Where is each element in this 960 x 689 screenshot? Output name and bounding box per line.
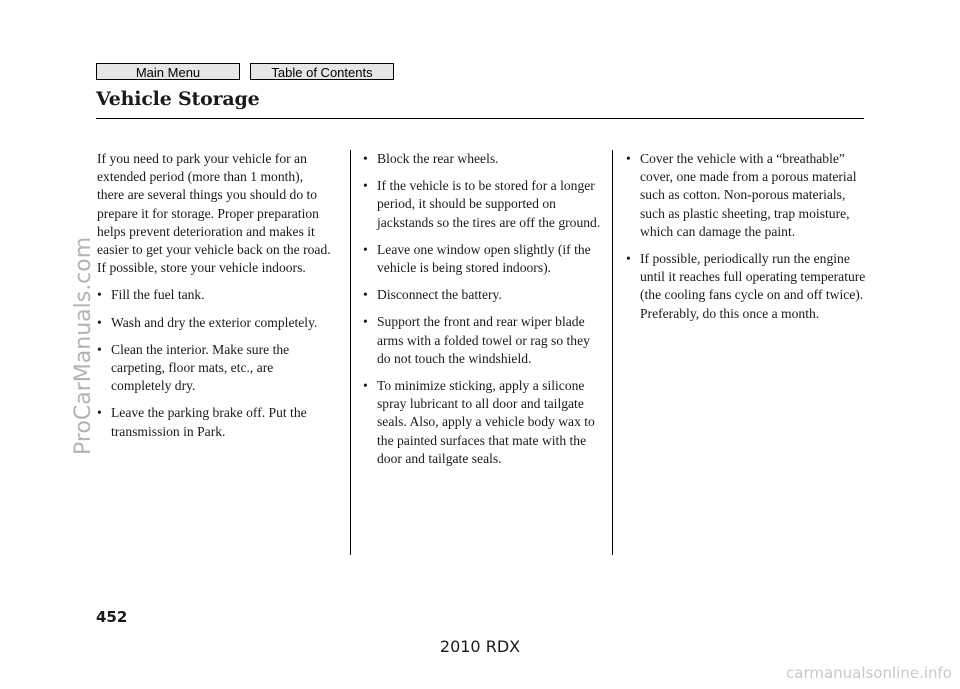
storage-steps-list-1 <box>97 286 333 440</box>
watermark-left: ProCarManuals.com <box>71 236 96 455</box>
column-divider <box>612 150 613 555</box>
list-item: • Cover the vehicle with a “breathable” cover, one made from a porous material such as cotton. Non-porous materials, such as plastic sheeting, trap moisture, which can damage the paint. <box>626 150 868 241</box>
list-item: • Fill the fuel tank. <box>97 286 333 304</box>
list-item: • Block the rear wheels. <box>363 150 603 168</box>
watermark-bottom: carmanualsonline.info <box>786 664 952 682</box>
list-item: • If possible, periodically run the engine until it reaches full operating temperature (the cooling fans cycle on and off twice). Preferably, do this once a month. <box>626 250 868 323</box>
list-item: • Clean the interior. Make sure the carpeting, floor mats, etc., are completely dry. <box>97 341 333 396</box>
intro-paragraph: If you need to park your vehicle for an extended period (more than 1 month), there are several things you should do to prepare it for storage. Proper preparation helps prevent deterioration and makes it easier to get your vehicle back on the road. If possible, store your vehicle indoors. <box>97 151 331 276</box>
list-item: • Leave the parking brake off. Put the transmission in Park. <box>97 404 333 440</box>
list-item: • Leave one window open slightly (if the vehicle is being stored indoors). <box>363 241 603 277</box>
column-2 <box>363 150 603 477</box>
storage-steps-list-3 <box>626 150 868 323</box>
list-item: • Wash and dry the exterior completely. <box>97 314 333 332</box>
column-3 <box>626 150 868 332</box>
column-1 <box>97 150 333 450</box>
list-item: • To minimize sticking, apply a silicone spray lubricant to all door and tailgate seals. Also, apply a vehicle body wax to the painted surfaces that mate with the door and tailgate seals. <box>363 377 603 468</box>
table-of-contents-button[interactable]: Table of Contents <box>250 63 394 80</box>
main-menu-button[interactable]: Main Menu <box>96 63 240 80</box>
title-divider <box>96 118 864 119</box>
column-divider <box>350 150 351 555</box>
list-item: • If the vehicle is to be stored for a longer period, it should be supported on jackstands so the tires are off the ground. <box>363 177 603 232</box>
list-item: • Support the front and rear wiper blade arms with a folded towel or rag so they do not touch the windshield. <box>363 313 603 368</box>
storage-steps-list-2 <box>363 150 603 468</box>
page-title: Vehicle Storage <box>96 88 260 110</box>
list-item: • Disconnect the battery. <box>363 286 603 304</box>
page-number: 452 <box>96 608 128 626</box>
model-label: 2010 RDX <box>439 637 521 656</box>
